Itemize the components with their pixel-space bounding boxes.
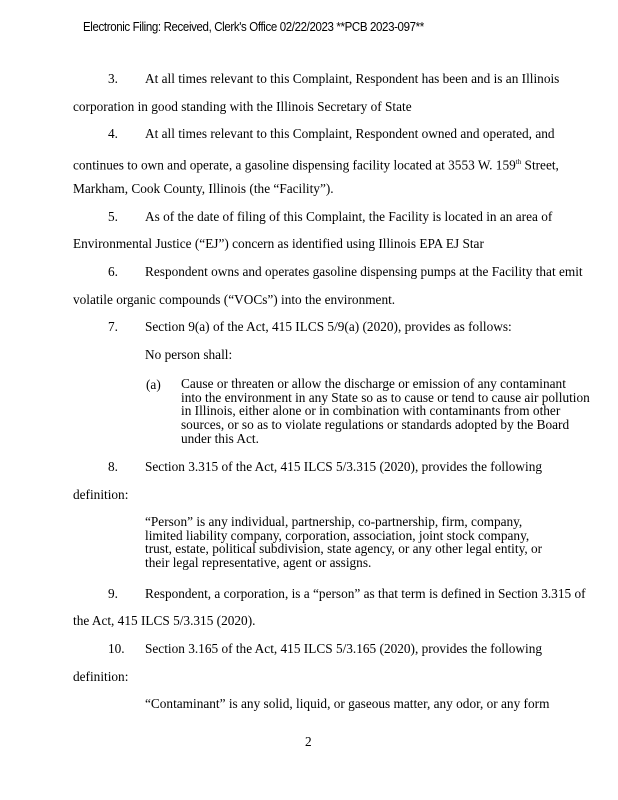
paragraph-text: Respondent owns and operates gasoline dispensing pumps at the Facility that emit	[145, 264, 583, 279]
paragraph-number: 4.	[108, 126, 118, 141]
paragraph-text: volatile organic compounds (“VOCs”) into the environment.	[73, 292, 396, 307]
quote-line: sources, or so as to violate regulations or standards adopted by the Board	[181, 417, 570, 433]
paragraph-number: 9.	[108, 586, 118, 601]
paragraph-text: As of the date of filing of this Complaint, the Facility is located in an area of	[145, 209, 553, 224]
paragraph-number: 5.	[108, 209, 118, 224]
quote-text	[181, 377, 590, 446]
paragraph-number: 8.	[108, 459, 118, 474]
paragraph-number: 7.	[108, 319, 118, 334]
quote-line: “Person” is any individual, partnership, co-partnership, firm, company,	[145, 514, 523, 529]
paragraph-text	[73, 154, 559, 173]
paragraph-text: No person shall:	[145, 347, 233, 362]
page-number: 2	[305, 734, 312, 749]
quote-person-definition	[145, 515, 542, 570]
paragraph-number: 10.	[108, 641, 125, 656]
paragraph-text: definition:	[73, 487, 129, 502]
quote-contaminant-definition: “Contaminant” is any solid, liquid, or gaseous matter, any odor, or any form	[145, 696, 550, 711]
paragraph-text: Environmental Justice (“EJ”) concern as identified using Illinois EPA EJ Star	[73, 236, 484, 251]
superscript: th	[515, 158, 522, 166]
paragraph-number: 6.	[108, 264, 118, 279]
paragraph-text: Markham, Cook County, Illinois (the “Facility”).	[73, 181, 334, 196]
quote-line: under this Act.	[181, 430, 259, 446]
filing-header: Electronic Filing: Received, Clerk's Office 02/22/2023 **PCB 2023-097**	[83, 20, 424, 34]
quote-line: in Illinois, either alone or in combination with contaminants from other	[181, 403, 561, 419]
paragraph-text: Respondent, a corporation, is a “person” as that term is defined in Section 3.315 of	[145, 586, 586, 601]
paragraph-text: the Act, 415 ILCS 5/3.315 (2020).	[73, 613, 256, 628]
text: Street,	[521, 157, 559, 173]
paragraph-number: 3.	[108, 71, 118, 86]
paragraph-text: Section 9(a) of the Act, 415 ILCS 5/9(a) (2020), provides as follows:	[145, 319, 512, 334]
quote-line: their legal representative, agent or assigns.	[145, 555, 372, 571]
paragraph-text: definition:	[73, 669, 129, 684]
quote-label: (a)	[146, 377, 161, 392]
quote-line: trust, estate, political subdivision, state agency, or any other legal entity, or	[145, 541, 543, 557]
paragraph-text: At all times relevant to this Complaint, Respondent owned and operated, and	[145, 126, 555, 141]
paragraph-text: Section 3.315 of the Act, 415 ILCS 5/3.315 (2020), provides the following	[145, 459, 543, 474]
text: continues to own and operate, a gasoline dispensing facility located at 3553 W. 159	[73, 157, 516, 173]
quote-line: Cause or threaten or allow the discharge or emission of any contaminant	[181, 376, 566, 391]
quote-line: into the environment in any State so as to cause or tend to cause air pollution	[181, 389, 590, 405]
paragraph-text: Section 3.165 of the Act, 415 ILCS 5/3.165 (2020), provides the following	[145, 641, 543, 656]
paragraph-text: At all times relevant to this Complaint, Respondent has been and is an Illinois	[145, 71, 560, 86]
quote-line: limited liability company, corporation, association, joint stock company,	[145, 527, 530, 543]
paragraph-text: corporation in good standing with the Illinois Secretary of State	[73, 99, 412, 114]
